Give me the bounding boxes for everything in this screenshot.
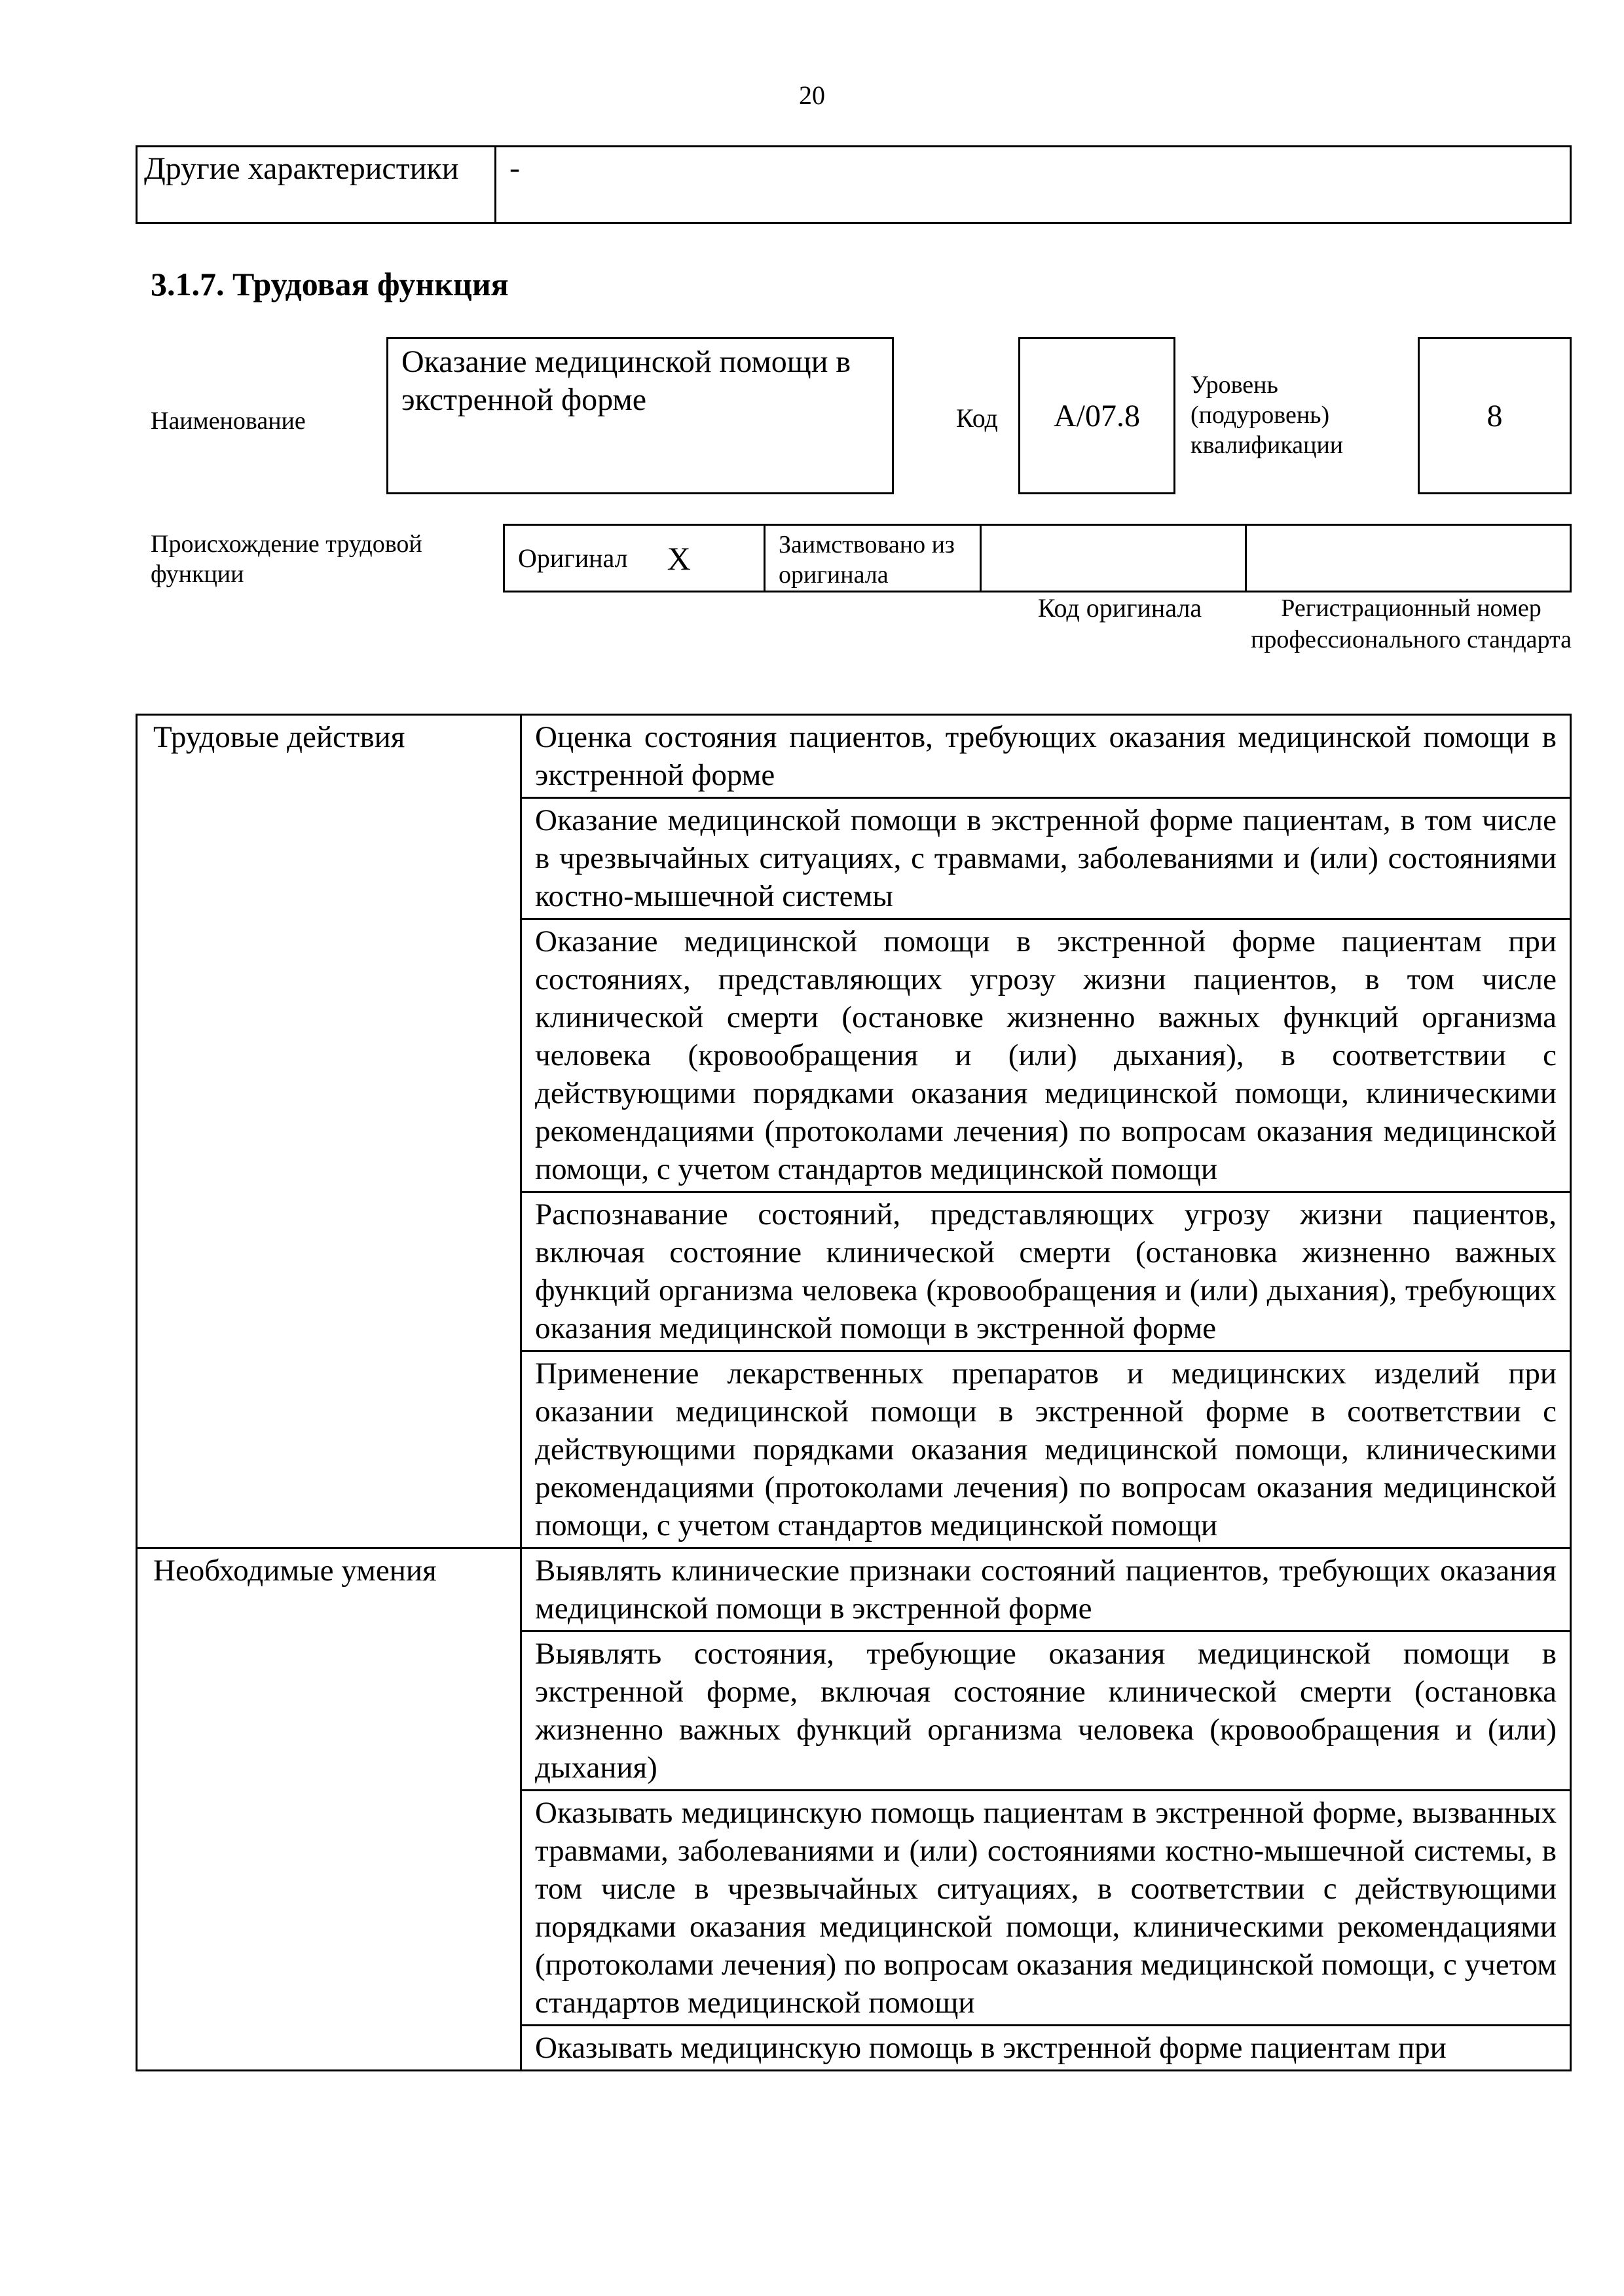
labor-action-item: Оказание медицинской помощи в экстренной форме пациентам, в том числе в чрезвычайных ситуациях, с травмами, заболеваниями и (или) состояниями костно-мышечной системы [521, 798, 1571, 919]
origin-borrowed-cell: Заимствовано из оригинала [766, 526, 982, 591]
required-skills-label: Необходимые умения [137, 1548, 521, 2071]
other-characteristics-label: Другие характеристики [136, 145, 494, 224]
name-label: Наименование [151, 407, 306, 435]
labor-action-item: Распознавание состояний, представляющих угрозу жизни пациентов, включая состояние клинической смерти (остановка жизненно важных функций организма человека (кровообращения и (или) дыхания), требующих оказания медицинской помощи в экстренной форме [521, 1192, 1571, 1351]
function-details-table [136, 714, 1572, 2071]
table-row [137, 715, 1571, 798]
function-code-box: А/07.8 [1018, 337, 1175, 494]
code-original-caption: Код оригинала [1037, 593, 1202, 623]
code-label: Код [956, 403, 998, 433]
origin-code-cell [982, 526, 1247, 591]
origin-original-cell [505, 526, 766, 591]
required-skill-item: Оказывать медицинскую помощь в экстренной форме пациентам при [521, 2026, 1571, 2071]
qualification-level-label: Уровень (подуровень) квалификации [1190, 371, 1344, 459]
required-skill-item: Оказывать медицинскую помощь пациентам в экстренной форме, вызванных травмами, заболеваниями и (или) состояниями костно-мышечной системы, в том числе в чрезвычайных ситуациях, в соответствии с действующими порядками оказания медицинской помощи, клиническими рекомендациями (протоколами лечения) по вопросам оказания медицинской помощи, с учетом стандартов медицинской помощи [521, 1791, 1571, 2026]
reg-number-caption: Регистрационный номер профессионального стандарта [1251, 594, 1572, 653]
section-heading: 3.1.7. Трудовая функция [151, 266, 509, 302]
labor-actions-label: Трудовые действия [137, 715, 521, 1548]
table-row [137, 1548, 1571, 1631]
origin-label: Происхождение трудовой функции [151, 530, 422, 588]
origin-original-mark: Х [667, 539, 691, 577]
origin-row [503, 524, 1572, 592]
required-skill-item: Выявлять состояния, требующие оказания медицинской помощи в экстренной форме, включая состояние клинической смерти (остановка жизненно важных функций организма человека (кровообращения и (или) дыхания) [521, 1631, 1571, 1791]
other-characteristics-value: - [494, 145, 1572, 224]
labor-action-item: Применение лекарственных препаратов и медицинских изделий при оказании медицинской помощи в экстренной форме в соответствии с действующими порядками оказания медицинской помощи, клиническими рекомендациями (протоколами лечения) по вопросам оказания медицинской помощи, с учетом стандартов медицинской помощи [521, 1351, 1571, 1548]
page-number: 20 [799, 81, 825, 110]
origin-original-label: Оригинал [518, 543, 628, 573]
qualification-level-box: 8 [1418, 337, 1572, 494]
labor-action-item: Оказание медицинской помощи в экстренной форме пациентам при состояниях, представляющих угрозу жизни пациентов, в том числе клинической смерти (остановке жизненно важных функций организма человека (кровообращения и (или) дыхания), в соответствии с действующими порядками оказания медицинской помощи, клиническими рекомендациями (протоколами лечения) по вопросам оказания медицинской помощи, с учетом стандартов медицинской помощи [521, 919, 1571, 1192]
required-skill-item: Выявлять клинические признаки состояний пациентов, требующих оказания медицинской помощи в экстренной форме [521, 1548, 1571, 1631]
function-name-box: Оказание медицинской помощи в экстренной форме [386, 337, 894, 494]
labor-action-item: Оценка состояния пациентов, требующих оказания медицинской помощи в экстренной форме [521, 715, 1571, 798]
origin-reg-number-cell [1247, 526, 1570, 591]
